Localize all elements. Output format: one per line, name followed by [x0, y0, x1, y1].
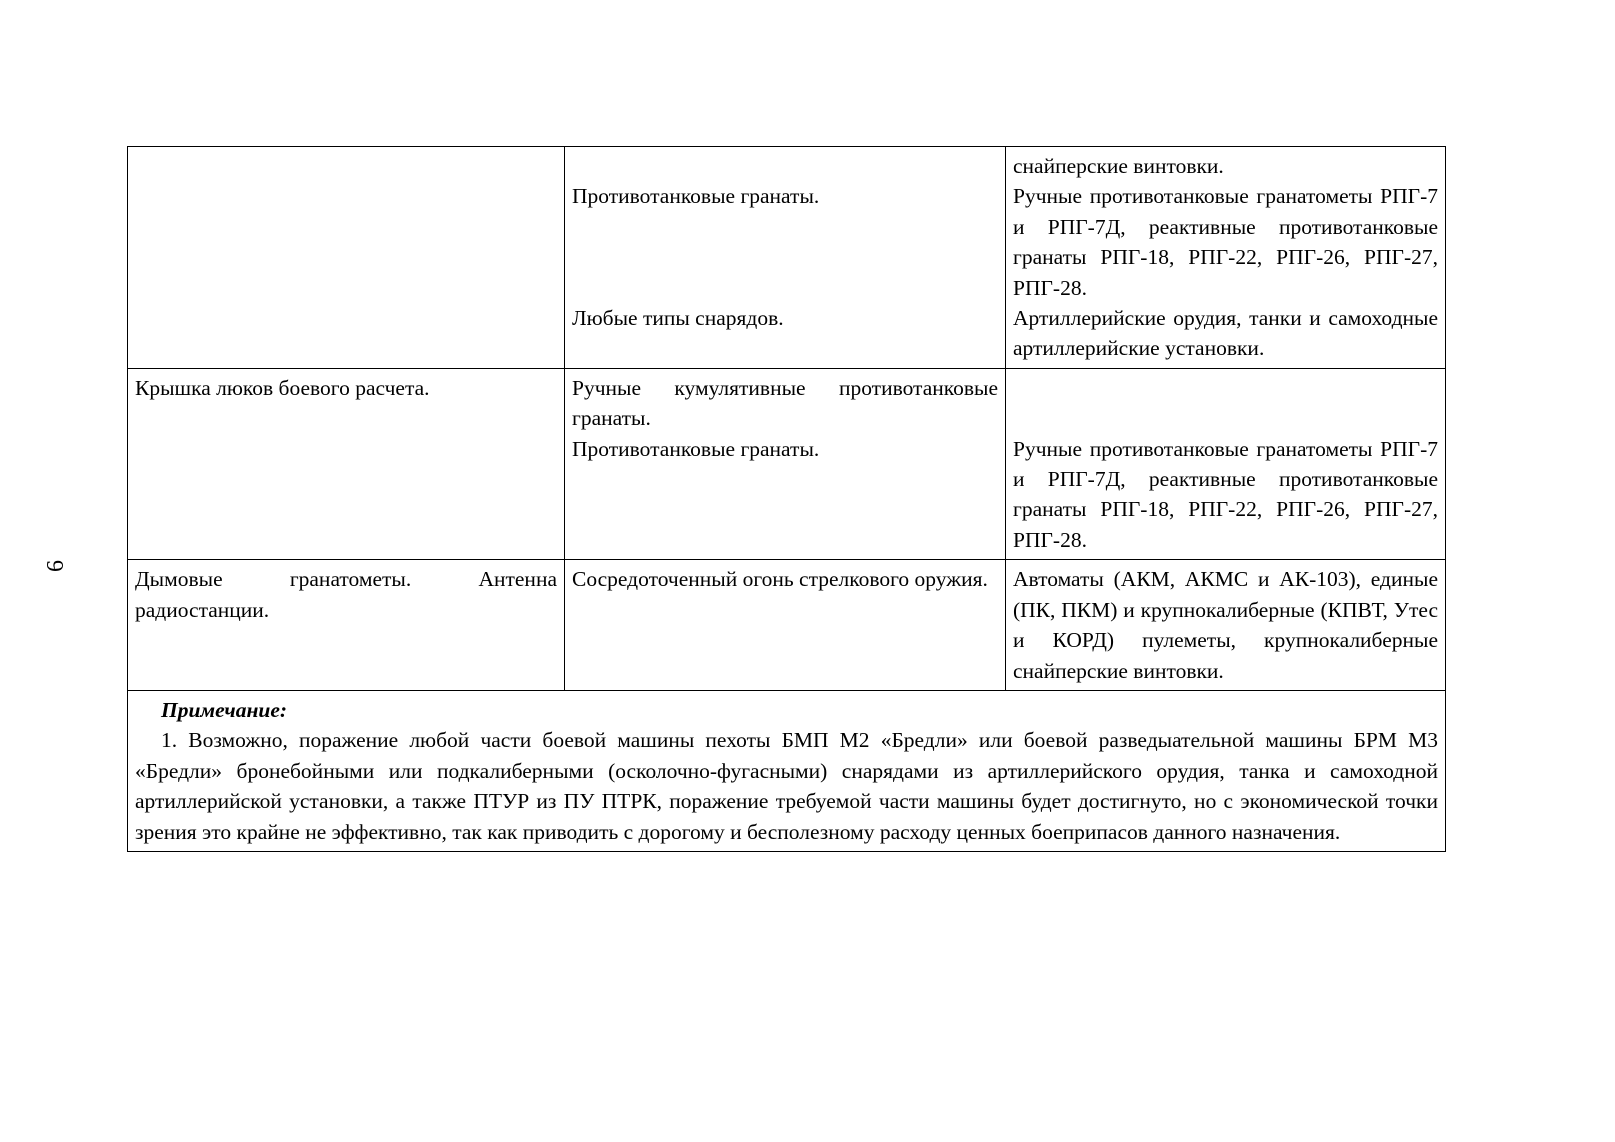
- row2-means-line-1: Ручные кумулятивные противотанковые гранаты.: [572, 375, 998, 431]
- row1-cell-part: [128, 147, 565, 369]
- row1-weapons-line-1: снайперские винтовки.: [1013, 154, 1224, 178]
- row2-weapons-line-1: Ручные противотанковые гранатометы РПГ-7 и РПГ-7Д, реактивные противотанковые гранаты РПГ-18, РПГ-22, РПГ-26, РПГ-27, РПГ-28.: [1013, 436, 1438, 552]
- note-title: Примечание:: [161, 697, 288, 722]
- row2-cell-means: [565, 368, 1006, 559]
- table-row: [128, 147, 1446, 369]
- row1-means-line-1: Противотанковые гранаты.: [572, 184, 820, 209]
- document-sheet: [127, 146, 1445, 852]
- row1-weapons-line-3: Артиллерийские орудия, танки и самоходные артиллерийские установки.: [1013, 306, 1438, 361]
- threat-table: [127, 146, 1446, 852]
- note-cell: [128, 690, 1446, 851]
- table-row: [128, 560, 1446, 691]
- note-paragraph: 1. Возможно, поражение любой части боевой машины пехоты БМП М2 «Бредли» или боевой разведыательной машины БРМ М3 «Бредли» бронебойными или подкалиберными (осколочно-фугасными) снарядами из артиллерийского орудия, танка и самоходной артиллерийской установки, а также ПТУР из ПУ ПТРК, поражение требуемой части машины будет достигнуто, но с экономической точки зрения это крайне не эффективно, так как приводить с дорогому и бесполезному расходу ценных боеприпасов данного назначения.: [135, 728, 1438, 844]
- table-row-note: [128, 690, 1446, 851]
- row1-cell-means: [565, 147, 1006, 369]
- row3-part-line-1: Дымовые гранатометы. Антенна радиостанции.: [135, 567, 557, 622]
- row2-means-line-2: Противотанковые гранаты.: [572, 436, 820, 461]
- row2-cell-part: [128, 368, 565, 559]
- row2-part-line-1: Крышка люков боевого расчета.: [135, 375, 430, 400]
- row3-means-line-1: Сосредоточенный огонь стрелкового оружия.: [572, 567, 988, 592]
- page-number: 6: [43, 560, 69, 572]
- row3-weapons-line-1: Автоматы (АКМ, АКМС и АК-103), единые (ПК, ПКМ) и крупнокалиберные (КПВТ, Утес и КОРД) пулеметы, крупнокалиберные снайперские винтовки.: [1013, 567, 1438, 683]
- row1-cell-weapons: [1006, 147, 1446, 369]
- row3-cell-weapons: [1006, 560, 1446, 691]
- row3-cell-part: [128, 560, 565, 691]
- row1-weapons-line-2: Ручные противотанковые гранатометы РПГ-7 и РПГ-7Д, реактивные противотанковые гранаты РПГ-18, РПГ-22, РПГ-26, РПГ-27, РПГ-28.: [1013, 184, 1438, 300]
- row1-means-line-2: Любые типы снарядов.: [572, 306, 784, 331]
- row2-cell-weapons: [1006, 368, 1446, 559]
- row3-cell-means: [565, 560, 1006, 691]
- table-row: [128, 368, 1446, 559]
